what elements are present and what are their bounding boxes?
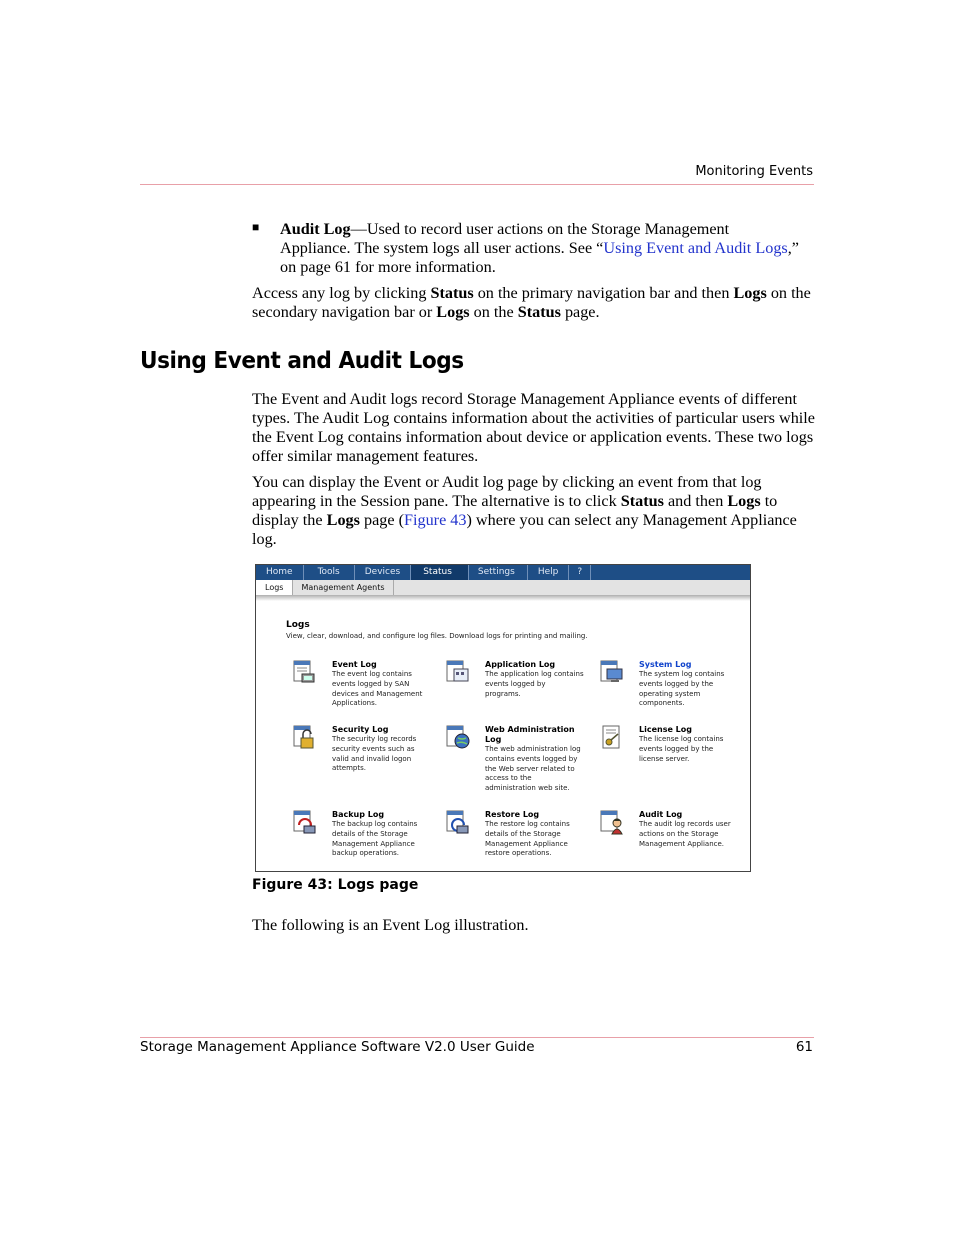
system-log-desc-1: The system log contains	[639, 670, 725, 678]
security-log-name: Security Log	[332, 725, 389, 734]
bullet-text-end: ,” on page 61 for more information.	[280, 239, 799, 276]
audit-log-desc-1: The audit log records user	[639, 820, 731, 828]
secondary-nav	[256, 580, 750, 596]
license-log-name: License Log	[639, 725, 692, 734]
following-text: The following is an Event Log illustration.	[252, 916, 529, 934]
footer-title: Storage Management Appliance Software V2.0 User Guide	[140, 1039, 535, 1055]
logs-title: Logs	[286, 620, 310, 630]
security-log-icon	[292, 725, 318, 751]
nav-tab-devices[interactable]: Devices	[355, 565, 411, 580]
nav-tab-tools[interactable]: Tools	[304, 565, 355, 580]
logs-description: View, clear, download, and configure log files. Download logs for printing and mailing.	[286, 632, 588, 640]
license-log-desc-3: license server.	[639, 754, 690, 763]
section-link[interactable]: Using Event and Audit Logs	[603, 239, 788, 257]
primary-nav	[256, 565, 750, 580]
bullet-term: Audit Log	[280, 220, 351, 238]
nav-tab-home[interactable]: Home	[256, 565, 304, 580]
footer-rule	[140, 1037, 814, 1038]
nav-tab-settings[interactable]: Settings	[469, 565, 528, 580]
security-log-desc-3: valid and invalid logon	[332, 754, 412, 763]
header-rule	[140, 184, 814, 185]
audit-log-desc-3: Management Appliance.	[639, 839, 725, 848]
subnav-tab-management-agents[interactable]: Management Agents	[293, 580, 393, 595]
backup-log-item[interactable]	[292, 810, 442, 872]
license-log-desc-2: events logged by the	[639, 744, 714, 753]
running-header: Monitoring Events	[695, 164, 813, 179]
nav-tab-question[interactable]: ?	[569, 565, 591, 580]
event-log-desc-3: devices and Management	[332, 689, 423, 698]
audit-log-bullet	[280, 220, 800, 277]
application-log-name: Application Log	[485, 660, 556, 669]
nav-tab-status[interactable]: Status	[411, 565, 469, 580]
web-administration-log-desc-2: contains events logged by	[485, 754, 578, 763]
event-log-name: Event Log	[332, 660, 377, 669]
web-administration-log-desc-3: the Web server related to	[485, 764, 575, 773]
web-administration-log-desc-1: The web administration log	[485, 745, 581, 753]
logs-page-screenshot	[255, 564, 751, 872]
event-log-desc-4: Applications.	[332, 699, 377, 708]
restore-log-name: Restore Log	[485, 810, 540, 819]
license-log-icon	[599, 725, 625, 751]
restore-log-icon	[445, 810, 471, 836]
audit-log-desc-2: actions on the Storage	[639, 829, 719, 838]
web-administration-log-icon	[445, 725, 471, 751]
figure-caption: Figure 43: Logs page	[252, 877, 419, 893]
backup-log-icon	[292, 810, 318, 836]
subnav-tab-logs[interactable]: Logs	[256, 580, 293, 595]
backup-log-desc-1: The backup log contains	[332, 820, 418, 828]
nav-tab-help[interactable]: Help	[528, 565, 570, 580]
application-log-icon	[445, 660, 471, 686]
web-administration-log-desc-5: administration web site.	[485, 784, 570, 793]
security-log-item[interactable]	[292, 725, 442, 805]
system-log-icon	[599, 660, 625, 686]
backup-log-name: Backup Log	[332, 810, 385, 819]
system-log-name: System Log	[639, 660, 692, 669]
bullet-text: —Used to record user actions on the Storage Management Appliance. The system logs all user actions. See “	[280, 220, 730, 257]
license-log-item[interactable]	[599, 725, 749, 805]
system-log-desc-4: components.	[639, 699, 685, 708]
security-log-desc-2: security events such as	[332, 744, 415, 753]
access-paragraph: Access any log by clicking Status on the primary navigation bar and then Logs on the secondary navigation bar or Logs on the Status page.	[252, 284, 811, 321]
audit-log-name: Audit Log	[639, 810, 683, 819]
backup-log-desc-3: Management Appliance	[332, 839, 415, 848]
display-paragraph: You can display the Event or Audit log page by clicking an event from that log appearing in the Session pane. The alternative is to click Status and then Logs to display the Logs page (Figure 43) where you can select any Management Appliance log.	[252, 473, 797, 548]
web-administration-log-desc-4: access to the	[485, 774, 532, 783]
figure-link[interactable]: Figure 43	[403, 511, 467, 529]
event-log-icon	[292, 660, 318, 686]
event-log-desc-2: events logged by SAN	[332, 679, 410, 688]
backup-log-desc-2: details of the Storage	[332, 829, 408, 838]
restore-log-desc-3: Management Appliance	[485, 839, 568, 848]
license-log-desc-1: The license log contains	[639, 735, 724, 743]
application-log-desc-2: events logged by	[485, 679, 546, 688]
nav-shadow	[256, 596, 750, 601]
restore-log-desc-4: restore operations.	[485, 849, 552, 858]
restore-log-desc-2: details of the Storage	[485, 829, 561, 838]
security-log-desc-1: The security log records	[332, 735, 417, 743]
bullet-marker: ■	[252, 220, 260, 234]
intro-paragraph: The Event and Audit logs record Storage Management Appliance events of different types. The Audit Log contains information about the activities of particular users while the Event Log contains information about device or application events. These two logs offer similar management features.	[252, 390, 815, 465]
audit-log-icon	[599, 810, 625, 836]
application-log-desc-1: The application log contains	[485, 670, 584, 678]
restore-log-desc-1: The restore log contains	[485, 820, 570, 828]
page-number: 61	[795, 1039, 813, 1055]
event-log-desc-1: The event log contains	[332, 670, 412, 678]
application-log-desc-3: programs.	[485, 689, 521, 698]
restore-log-item[interactable]	[445, 810, 595, 872]
audit-log-item[interactable]	[599, 810, 749, 872]
security-log-desc-4: attempts.	[332, 764, 366, 773]
backup-log-desc-4: backup operations.	[332, 849, 400, 858]
system-log-desc-2: events logged by the	[639, 679, 714, 688]
web-administration-log-name: Web Administration Log	[485, 725, 575, 744]
section-heading: Using Event and Audit Logs	[140, 348, 464, 374]
web-administration-log-item[interactable]	[445, 725, 595, 805]
system-log-desc-3: operating system	[639, 689, 701, 698]
